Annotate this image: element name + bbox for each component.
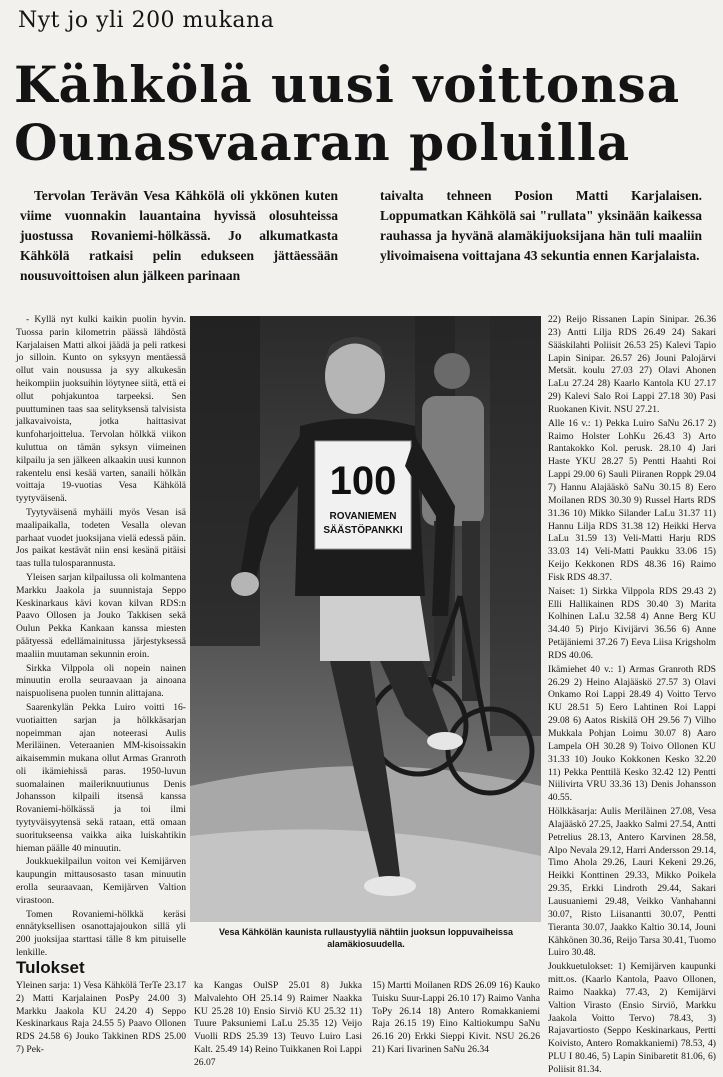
results-paragraph: Alle 16 v.: 1) Pekka Luiro SaNu 26.17 2) Raimo Holster LohKu 26.43 3) Arto Rantakokko Kol. perusk. 28.10 4) Jari Haste YKU 28.27 5) Pentti Haahti Roi Lappi 29.00 6) Sauli Piiranen Roppk 29.04 7) Hannu Alajääskö SaNu 30.15 8) Eero Moilanen RDS 30.30 9) Russel Harts RDS 31.36 10) Mikko Silander LaLu 31.37 11) Hannu Lilja RDS 31.38 12) Heikki Herva LaLu 31.59 13) Veli-Matti Harju RDS 33.03 14) Veli-Matti Paukku 33.06 15) Keijo Kekkonen RDS 48.36 16) Raimo Fisk RDS 48.37.	[548, 417, 716, 583]
results-paragraph: Joukkuetulokset: 1) Kemijärven kaupunki mitt.os. (Kaarlo Kantola, Paavo Ollonen, Raimo Naakka) 77.43, 2) Kemijärvi Valtion Virasto (Ensio Sirviö, Markku Jaakola Voitto Tervo) 78.43, 3) Rajavartiosto (Seppo Keskinarkaus, Pertti Koivisto, Antero Romakkaniemi) 78.53, 4) PLU I 80.46, 5) Lapin Sinibaretit 81.06, 6) Poliisit 81.34.	[548, 961, 716, 1075]
lead-paragraph-right: taivalta tehneen Posion Matti Karjalaisen. Loppumatkan Kähkölä sai "rullata" yksinään kaikessa rauhassa ja hyvänä alamäkijuoksijana hän tuli maaliin ylivoimaisena voittajana 43 sekuntia ennen Karjalaista.	[380, 188, 702, 263]
bib-line-3: SÄÄSTÖPANKKI	[323, 525, 403, 536]
headline-line-1: Kähkölä uusi voittonsa	[14, 55, 681, 114]
results-paragraph: Hölkkäsarja: Aulis Meriläinen 27.08, Vesa Alajääskö 27.25, Jaakko Salmi 27.54, Antti Petrelius 28.13, Antero Karvinen 28.58, Alpo Nevala 29.12, Harri Andersson 29.14, Timo Ahola 29.26, Lauri Kekeni 29.26, Heikki Konttinen 29.33, Mikko Poikela 29.35, Erkki Lindroth 29.44, Sakari Lausuaniemi 29.48, Veikko Vanhahanni 30.07, Risto Liisanantti 30.07, Pentti Tieranta 30.07, Jaakko Kaltio 30.14, Jouni Kähkönen 30.36, Reijo Tarsa 30.41, Tuomo Luiro 30.48.	[548, 806, 716, 959]
article-kicker: Nyt jo yli 200 mukana	[18, 8, 275, 33]
body-paragraph: Tomen Rovaniemi-hölkkä keräsi ennätyksellisen osanottajajoukon sillä yli 200 juoksijaa starttasi tälle 8 km pituiselle lenkille.	[16, 908, 186, 959]
results-heading: Tulokset	[16, 958, 85, 977]
body-paragraph: Joukkuekilpailun voiton vei Kemijärven kaupungin mittausosasto tasan minuutin erolla seuraavaan, Kemijärven Valtion virastoon.	[16, 856, 186, 906]
runner-photo-illustration	[190, 316, 541, 922]
article-headline	[14, 56, 714, 172]
results-paragraph: 22) Reijo Rissanen Lapin Sinipar. 26.36 23) Antti Lilja RDS 26.49 24) Sakari Sääskilahti Poliisit 26.53 25) Kalevi Tapio Lapin Sinipar. 26.57 26) Jouni Palojärvi Metsät. koulu 27.03 27) Olavi Ahonen LaLu 27.24 28) Kaarlo Kantola KU 27.17 29) Kalevi Salo Roi Lappi 27.18 30) Pasi Ruokanen Kivit. NSU 27.21.	[548, 314, 716, 415]
body-paragraph: Tyytyväisenä myhäili myös Vesan isä maalipaikalla, todeten Vesalla olevan parhaat vuodet juoksijana vielä edessä päin. Jos paikat kestävät niin ensi kesänä pitäisi taas tulla tulosparannusta.	[16, 506, 186, 570]
results-paragraph: Ikämiehet 40 v.: 1) Armas Granroth RDS 26.29 2) Heino Alajääskö 27.57 3) Olavi Onkamo Roi Lappi 28.49 4) Voitto Tervo KU 28.51 5) Eero Lahtinen Roi Lappi 29.08 6) Aatos Riskilä OH 29.56 7) Vilho Mukkala Pohjan Loimu 30.07 8) Aaro Lampela OH 30.28 9) Toivo Ollonen KU 31.33 10) Jouko Kokkonen Kesko 32.20 11) Pekka Penttilä Kesko 32.42 12) Pentti Niilivirta VRU 33.36 13) Denis Johansson 40.55.	[548, 663, 716, 804]
results-column-2: ka Kangas OulSP 25.01 8) Jukka Malvalehto OH 25.14 9) Raimer Naakka KU 25.28 10) Ensio Sirviö KU 25.32 11) Tuure Paksuniemi LaLu 25.35 12) Veijo Vuolli RDS 25.39 13) Teuvo Luiro Lasi Kalt. 25.49 14) Reino Tuikkanen Roi Lappi 26.07	[194, 980, 362, 1068]
body-column-left	[16, 314, 186, 959]
body-paragraph: Sirkka Vilppola oli nopein nainen minuutin erolla seuraavaan ja ainoana naispuolisena puolen tunnin alittajana.	[16, 662, 186, 700]
bib-number: 100	[329, 459, 397, 503]
results-column-3: 15) Martti Moilanen RDS 26.09 16) Kauko Tuisku Suur-Lappi 26.10 17) Raimo Vanha ToPy 26.14 18) Antero Romakkaniemi Raja 26.15 19) Eino Kaltiokumpu SaNu 26.16 20) Erkki Sieppi Kivit. NSU 26.26 21) Kari Iivarinen SaNu 26.34	[372, 980, 540, 1055]
body-paragraph: Saarenkylän Pekka Luiro voitti 16-vuotiaitten sarjan ja hölkkäsarjan nopeimman ajan noteerasi Aulis Meriläinen. Veteraanien MM-kisoissakin aikaisemmin mukana ollut Armas Granroth oli ikämiehissä paras. 1950-luvun suomalainen maileriknuutiunus Denis Johansson kilpaili itsensä kanssa Rovaniemi-hölkässä ja toi ilmi tyytyväisyytensä sekä rataan, että omaan suoritukseensa vaikka aika luiskahtikin hieman päälle 40 minuutin.	[16, 701, 186, 854]
headline-line-2: Ounasvaaran poluilla	[14, 113, 631, 172]
results-column-1: Yleinen sarja: 1) Vesa Kähkölä TerTe 23.17 2) Matti Karjalainen PosPy 24.00 3) Markku Jaakola KU 24.20 4) Seppo Keskinarkaus Raja 24.55 5) Paavo Ollonen RDS 24.58 6) Jouko Takkinen RDS 25.00 7) Pek-	[16, 980, 186, 1055]
body-paragraph: - Kyllä nyt kulki kaikin puolin hyvin. Tuossa parin kilometrin päässä lähdöstä Karjalaisen Matti alkoi jäädä ja peli ratkesi jo silloin. Kunto on syksyyn mentäessä ollut vain nousussa ja syy alkukesän heikompiin juoksuihin löytynee siitä, että ei ollut pohjakuntoa tarpeeksi. Sen puuttuminen taas saa selityksensä talvisista jalkavaivoista, jotka haittasivat kunfoharjoittelua. Tervolan hölkkä viikon kuluttua on tämän syksyn viimeinen kilpailu ja sen jälkeen alkaakin uusi kunnon rakentelu ensi kesää varten, sanaili hölkän voittaja 19-vuotias Vesa Kähkölä tyytyväisenä.	[16, 314, 186, 505]
lead-paragraph-left: Tervolan Terävän Vesa Kähkölä oli ykkönen kuten viime vuonnakin lauantaina hyvissä olosuhteissa juostussa Rovaniemi-hölkässä. Jo alkumatkasta Kähkölä ratkaisi pelin edukseen jättäessään nousuvoittoisen alun jälkeen parinaan	[20, 188, 338, 283]
photo-caption: Vesa Kähkölän kaunista rullaustyyliä nähtiin juoksun loppuvaiheissa alamäkiosuudella.	[218, 927, 514, 949]
body-column-right	[548, 314, 716, 1075]
results-paragraph: Naiset: 1) Sirkka Vilppola RDS 29.43 2) Elli Hallikainen RDS 30.40 3) Marita Kolhinen LaLu 32.58 4) Anne Berg KU 34.40 5) Pirjo Kivijärvi 36.56 6) Anne Petäjäniemi 37.26 7) Eeva Liisa Krigsholm RDS 40.06.	[548, 585, 716, 661]
bib-line-2: ROVANIEMEN	[329, 511, 397, 522]
body-paragraph: Yleisen sarjan kilpailussa oli kolmantena Markku Jaakola ja suunnistaja Seppo Keskinarkaus kävi kovan kilvan RDS:n Paavo Ollosen ja Jouko Takkisen sekä Oulun Pekka Kankaan kanssa miesten päätyessä edellämainitussa järjestyksessä maaliin muutaman sekunnin eroin.	[16, 571, 186, 660]
article-photo	[190, 316, 541, 922]
